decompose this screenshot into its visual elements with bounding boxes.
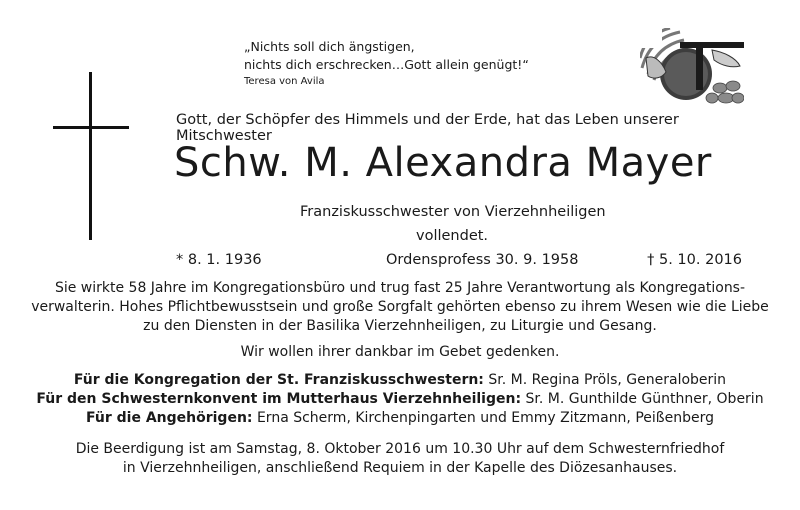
mourner-line <box>20 390 780 409</box>
death-date: † 5. 10. 2016 <box>647 252 742 268</box>
mourner-label: Für den Schwesternkonvent im Mutterhaus Vierzehnheiligen: <box>36 391 522 407</box>
quote-line-2: nichts dich erschrecken…Gott allein genügt!“ <box>244 57 529 72</box>
cross-symbol-horizontal <box>53 126 129 129</box>
mourner-label: Für die Kongregation der St. Franziskusschwestern: <box>73 372 484 388</box>
profession-date: Ordensprofess 30. 9. 1958 <box>386 252 579 268</box>
mourner-names: Sr. M. Gunthilde Günthner, Oberin <box>521 391 764 407</box>
biography-line-3: zu den Diensten in der Basilika Vierzehnheiligen, zu Liturgie und Gesang. <box>143 318 657 334</box>
biography-line-2: verwalterin. Hohes Pflichtbewusstsein und große Sorgfalt gehörten ebenso zu ihrem Wesen wie die Liebe <box>31 299 769 315</box>
biography-line-1: Sie wirkte 58 Jahre im Kongregationsbüro und trug fast 25 Jahre Verantwortung als Kongregations- <box>54 280 746 296</box>
franciscan-emblem-logo <box>640 28 744 104</box>
funeral-line-1: Die Beerdigung ist am Samstag, 8. Oktober 2016 um 10.30 Uhr auf dem Schwesternfriedhof <box>75 441 725 457</box>
completed-text: vollendet. <box>416 228 489 244</box>
remembrance-text: Wir wollen ihrer dankbar im Gebet gedenken. <box>240 344 560 360</box>
biography <box>20 279 780 336</box>
intro-text: Gott, der Schöpfer des Himmels und der Erde, hat das Leben unserer Mitschwester <box>176 112 679 144</box>
deceased-role: Franziskusschwester von Vierzehnheiligen <box>300 204 606 220</box>
quote-author: Teresa von Avila <box>244 76 325 87</box>
mourner-names: Sr. M. Regina Pröls, Generaloberin <box>483 372 727 388</box>
mourners-list <box>20 371 780 428</box>
cross-symbol-vertical <box>89 72 92 240</box>
quote-line-1: „Nichts soll dich ängstigen, <box>244 39 415 54</box>
mourner-line <box>20 409 780 428</box>
birth-date: * 8. 1. 1936 <box>176 252 262 268</box>
deceased-name: Schw. M. Alexandra Mayer <box>174 140 712 186</box>
mourner-label: Für die Angehörigen: <box>86 410 253 426</box>
mourner-names: Erna Scherm, Kirchenpingarten und Emmy Zitzmann, Peißenberg <box>252 410 714 426</box>
funeral-line-2: in Vierzehnheiligen, anschließend Requiem in der Kapelle des Diözesanhauses. <box>122 460 678 476</box>
mourner-line <box>20 371 780 390</box>
quote-block <box>244 38 529 90</box>
funeral-info <box>20 440 780 478</box>
